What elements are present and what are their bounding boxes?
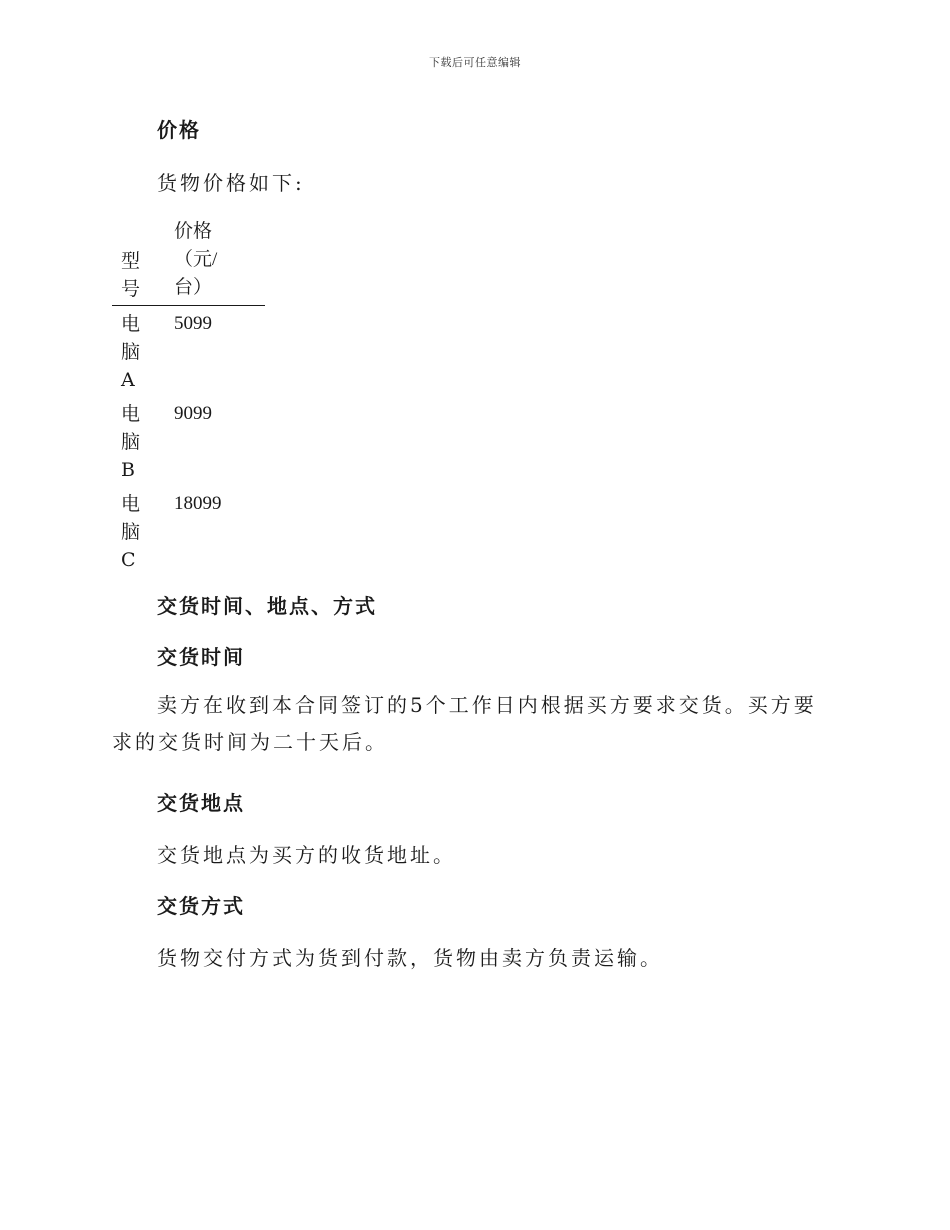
table-header-row [112,218,265,306]
delivery-time-text: 卖方在收到本合同签订的5个工作日内根据买方要求交货。买方要求的交货时间为二十天后。 [112,693,817,754]
delivery-heading: 交货时间、地点、方式 [157,594,377,618]
model-cell: 电脑C [121,493,141,571]
delivery-place-heading: 交货地点 [157,791,245,815]
price-cell: 18099 [174,493,222,514]
delivery-method-text: 货物交付方式为货到付款，货物由卖方负责运输。 [157,946,663,970]
model-cell: 电脑B [121,403,141,481]
price-heading: 价格 [157,118,201,142]
model-cell: 电脑A [121,313,141,391]
table-row [112,490,265,580]
delivery-method-heading: 交货方式 [157,894,245,918]
delivery-place-text: 交货地点为买方的收货地址。 [157,843,456,867]
column-header-price: 价格（元/台） [174,221,218,298]
price-intro: 货物价格如下: [157,171,305,195]
table-row [112,310,265,400]
column-header-model: 型号 [121,250,141,300]
page-header: 下载后可任意编辑 [429,56,521,69]
price-table [112,218,265,580]
price-cell: 9099 [174,403,212,424]
table-row [112,400,265,490]
delivery-time-heading: 交货时间 [157,645,245,669]
price-cell: 5099 [174,313,212,334]
